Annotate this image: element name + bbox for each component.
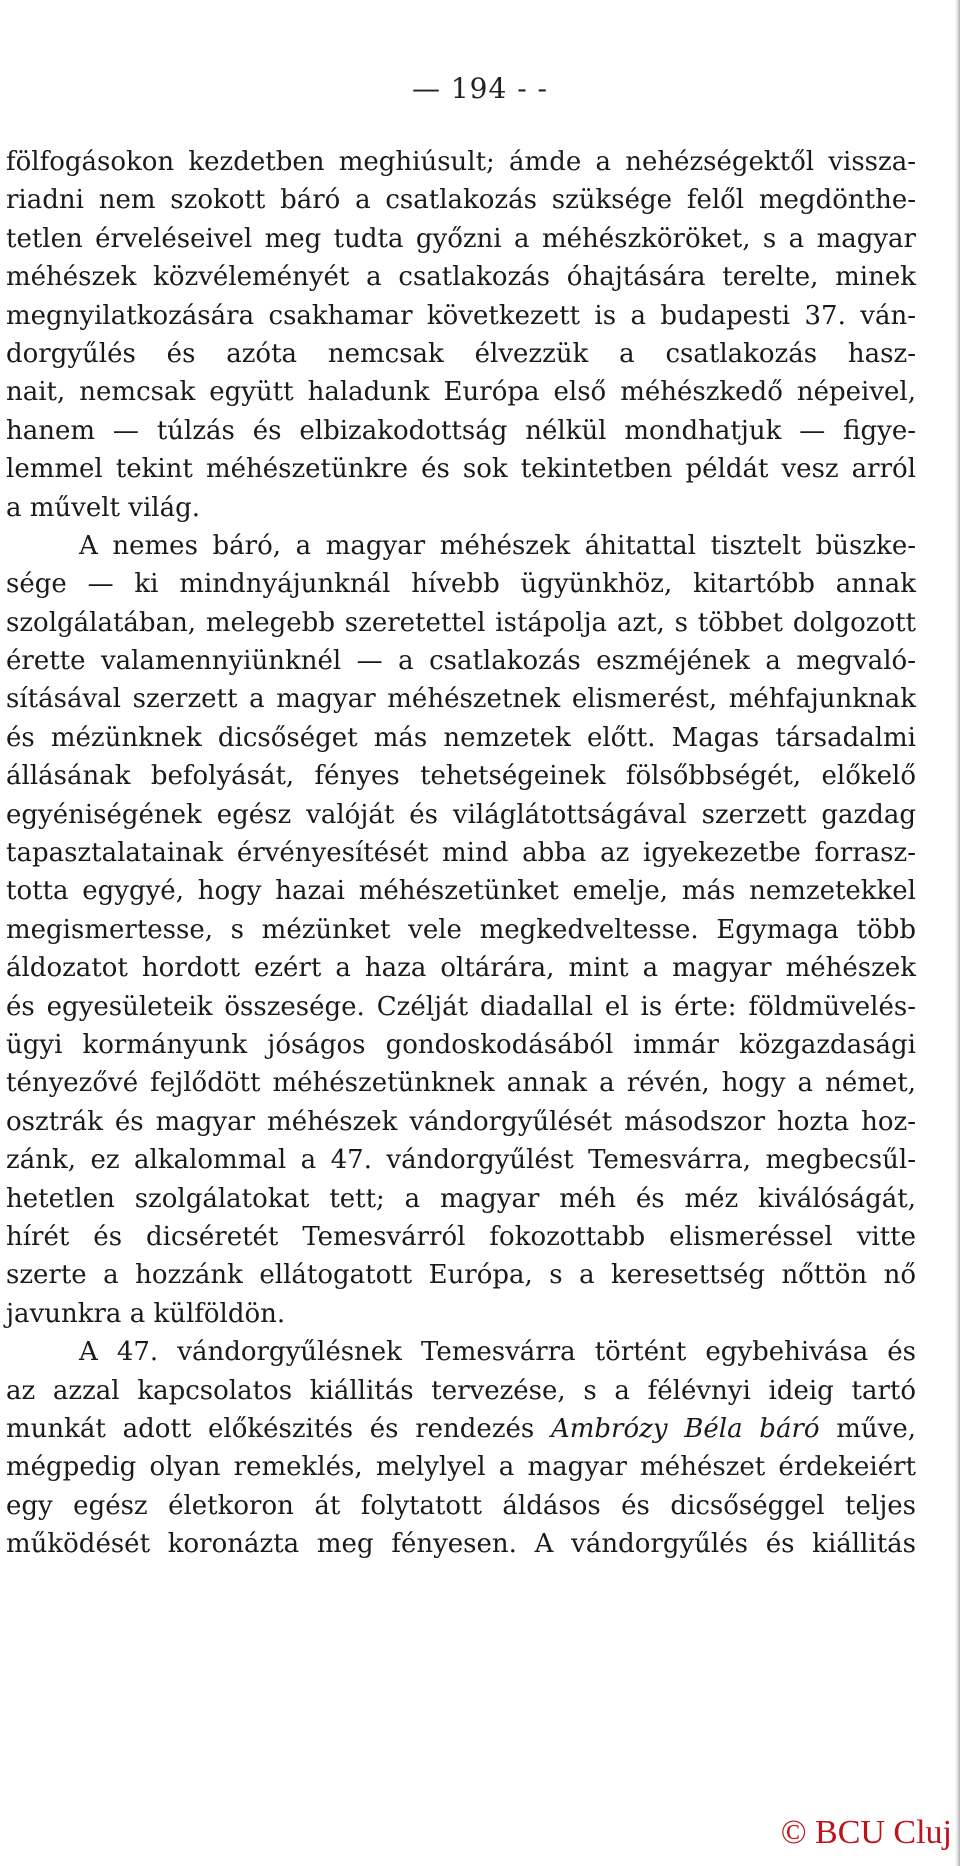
text-line: dorgyűlés és azóta nemcsak élvezzük a csatlakozás hasz- (6, 338, 916, 369)
text-line: nait, nemcsak együtt haladunk Európa első méhészkedő népeivel, (6, 377, 916, 408)
text-line: tényezővé fejlődött méhészetünknek annak a révén, hogy a német, (6, 1068, 916, 1099)
text-line: érette valamennyiünknél — a csatlakozás eszméjének a megvaló- (6, 646, 916, 677)
page-number: — 194 - - (411, 72, 549, 105)
text-line: megismertesse, s mézünket vele megkedveltesse. Egymaga több (6, 914, 916, 945)
text-line: szolgálatában, melegebb szeretettel istápolja azt, s többet dolgozott (6, 607, 916, 638)
body-text (6, 143, 916, 1563)
text-line: riadni nem szokott báró a csatlakozás szüksége felől megdönthe- (6, 185, 916, 216)
text-line: és mézünknek dicsőséget más nemzetek előtt. Magas társadalmi (6, 722, 916, 753)
emphasized-name: Ambrózy Béla báró (550, 1413, 820, 1444)
text-line: egy egész életkoron át folytatott áldásos és dicsőséggel teljes (6, 1490, 916, 1521)
text-line: mégpedig olyan remeklés, melylyel a magyar méhészet érdekeiért (6, 1452, 916, 1483)
text-line: sége — ki mindnyájunknál hívebb ügyünkhöz, kitartóbb annak (6, 569, 916, 600)
text-line: javunkra a külföldön. (6, 1298, 286, 1329)
text-line: ügyi kormányunk jóságos gondoskodásából immár közgazdasági (6, 1029, 916, 1060)
text-fragment: munkát adott előkészités és rendezés (6, 1413, 535, 1444)
page-edge-shadow (955, 0, 960, 1866)
text-fragment: műve, (836, 1413, 917, 1444)
text-line: állásának befolyását, fényes tehetségeinek fölsőbbségét, előkelő (6, 761, 916, 792)
text-line: lemmel tekint méhészetünkre és sok tekintetben példát vesz arról (6, 454, 916, 485)
paragraph-start-line: A 47. vándorgyűlésnek Temesvárra történt egybehivása és (79, 1337, 916, 1368)
text-line: tapasztalatainak érvényesítését mind abba az igyekezetbe forrasz- (6, 838, 916, 869)
text-line: szerte a hozzánk ellátogatott Európa, s a keresettség nőttön nő (6, 1260, 916, 1291)
text-line: zánk, ez alkalommal a 47. vándorgyűlést Temesvárra, megbecsűl- (6, 1145, 916, 1176)
text-line: sításával szerzett a magyar méhészetnek elismerést, méhfajunknak (6, 684, 916, 715)
text-line: működését koronázta meg fényesen. A vándorgyűlés és kiállitás (6, 1529, 916, 1560)
paragraph-start-line: A nemes báró, a magyar méhészek áhitattal tisztelt büszke- (79, 530, 916, 561)
text-line: hanem — túlzás és elbizakodottság nélkül mondhatjuk — figye- (6, 415, 916, 446)
text-line: osztrák és magyar méhészek vándorgyűlését másodszor hozta hoz- (6, 1106, 916, 1137)
text-line: a művelt világ. (6, 492, 200, 523)
text-line: hírét és dicséretét Temesvárról fokozottabb elismeréssel vitte (6, 1221, 916, 1252)
text-line: totta egygyé, hogy hazai méhészetünket emelje, más nemzetekkel (6, 876, 916, 907)
library-watermark: © BCU Cluj (780, 1814, 952, 1851)
text-line: áldozatot hordott ezért a haza oltárára, mint a magyar méhészek (6, 953, 916, 984)
text-line: fölfogásokon kezdetben meghiúsult; ámde a nehézségektől vissza- (6, 147, 916, 177)
text-line: tetlen érveléseivel meg tudta győzni a méhészköröket, s a magyar (6, 223, 916, 254)
text-line: megnyilatkozására csakhamar következett is a budapesti 37. ván- (6, 300, 916, 331)
text-line: és egyesületeik összesége. Czélját diadallal el is érte: földmüvelés- (6, 991, 916, 1022)
text-line: egyéniségének egész valóját és világlátottságával szerzett gazdag (6, 799, 916, 830)
text-line: az azzal kapcsolatos kiállitás tervezése, s a félévnyi ideig tartó (6, 1375, 916, 1406)
text-line: hetetlen szolgálatokat tett; a magyar méh és méz kiválóságát, (6, 1183, 916, 1214)
text-line: méhészek közvéleményét a csatlakozás óhajtására terelte, minek (6, 262, 916, 293)
text-line (6, 1410, 916, 1448)
